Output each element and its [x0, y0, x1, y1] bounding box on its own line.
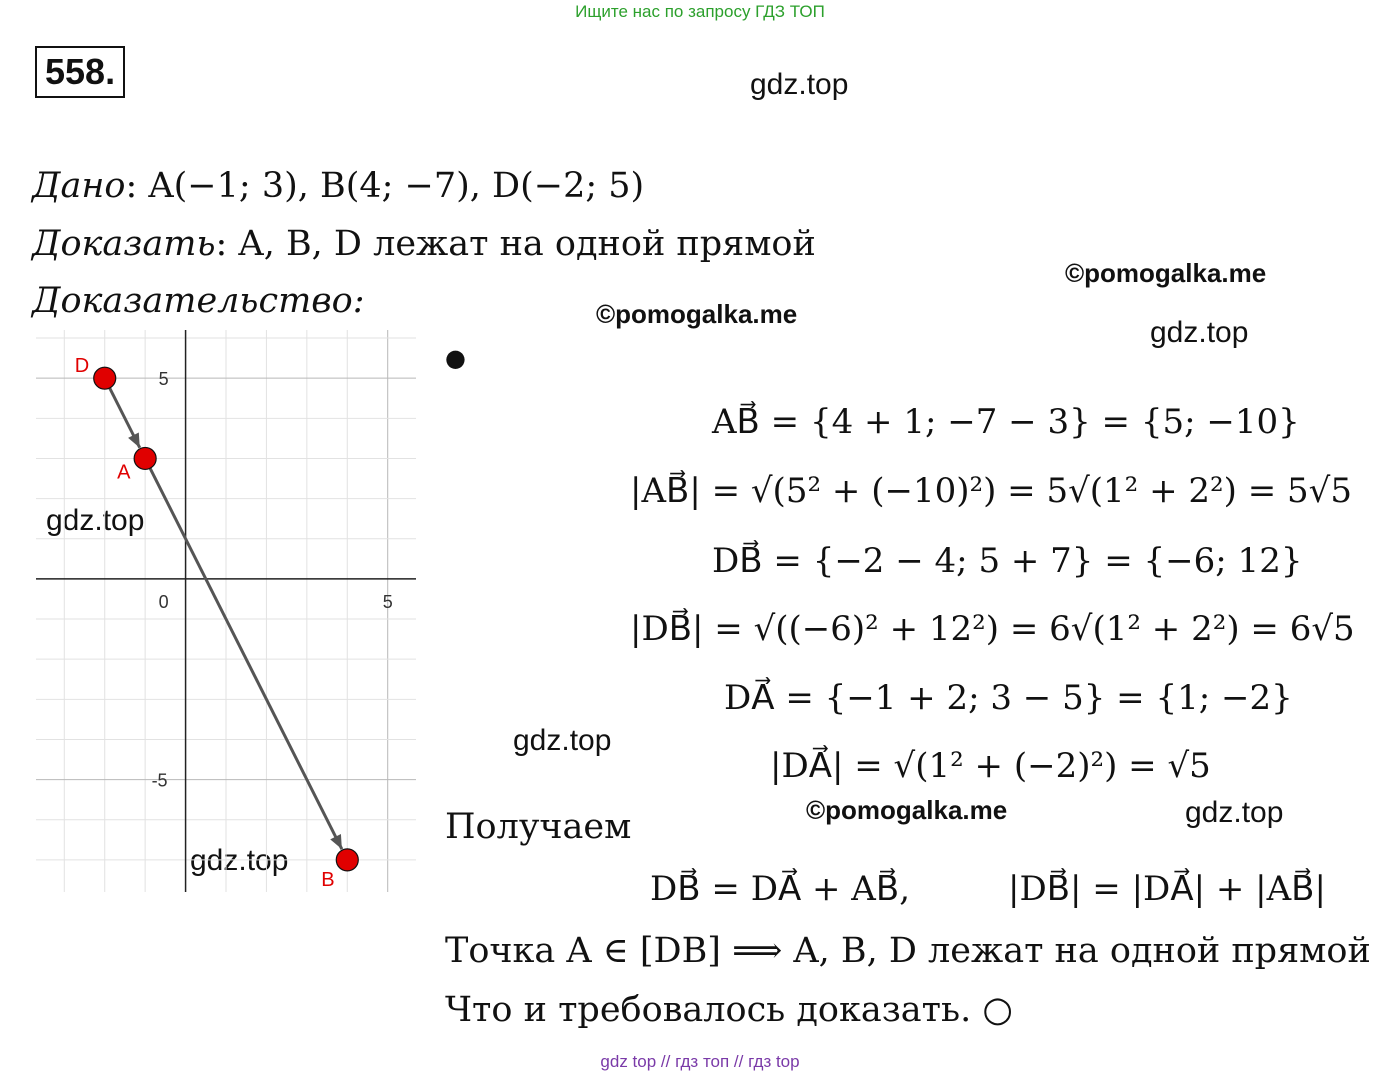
watermark-gdz: gdz.top	[1150, 316, 1249, 349]
tick-label-y-5: 5	[158, 369, 169, 390]
conclusion-line: Точка A ∈ [DB] ⟹ A, B, D лежат на одной прямой	[445, 931, 1371, 971]
graph-points	[75, 355, 359, 891]
given-line	[32, 166, 644, 206]
result-lengths: |DB⃗| = |DA⃗| + |AB⃗|	[1008, 869, 1326, 909]
point-label-b: B	[321, 868, 335, 891]
point-a	[134, 447, 156, 469]
segment-ab	[145, 458, 342, 849]
prove-line	[32, 224, 816, 264]
watermark-gdz: gdz.top	[190, 844, 289, 877]
watermark-gdz: gdz.top	[750, 68, 849, 101]
watermark-gdz: gdz.top	[513, 724, 612, 757]
watermark-pomogalka: ©pomogalka.me	[596, 299, 798, 329]
graph-grid	[36, 330, 416, 892]
equation-ab-vector: AB⃗ = {4 + 1; −7 − 3} = {5; −10}	[712, 402, 1300, 442]
graph-tick-labels	[152, 369, 393, 790]
watermark-gdz: gdz.top	[1185, 796, 1284, 829]
tick-label-x-5: 5	[382, 591, 393, 612]
point-label-a: A	[117, 461, 131, 484]
given-label: Дано	[32, 166, 126, 206]
coordinate-graph	[36, 330, 416, 892]
point-label-d: D	[74, 355, 90, 378]
result-label: Получаем	[445, 807, 632, 847]
problem-number: 558.	[35, 46, 125, 98]
given-text: : A(−1; 3), B(4; −7), D(−2; 5)	[125, 166, 645, 206]
watermark-gdz: gdz.top	[46, 504, 145, 537]
qed-line: Что и требовалось доказать. ○	[445, 990, 1013, 1030]
equation-da-length: |DA⃗| = √(1² + (−2)²) = √5	[770, 746, 1211, 786]
tick-label-origin: 0	[158, 591, 169, 612]
watermark-pomogalka: ©pomogalka.me	[806, 795, 1008, 825]
point-d	[94, 367, 116, 389]
prove-text: : A, B, D лежат на одной прямой	[215, 224, 816, 264]
equation-db-vector: DB⃗ = {−2 − 4; 5 + 7} = {−6; 12}	[712, 541, 1303, 581]
proof-label: Доказательство:	[32, 281, 365, 321]
equation-da-vector: DA⃗ = {−1 + 2; 3 − 5} = {1; −2}	[724, 678, 1293, 718]
top-banner: Ищите нас по запросу ГДЗ ТОП	[575, 2, 825, 21]
bullet-icon: ●	[445, 344, 466, 372]
equation-db-length: |DB⃗| = √((−6)² + 12²) = 6√(1² + 2²) = 6√5	[630, 609, 1355, 649]
prove-label: Доказать	[32, 224, 216, 264]
equation-ab-length: |AB⃗| = √(5² + (−10)²) = 5√(1² + 2²) = 5√5	[630, 471, 1352, 511]
result-vectors: DB⃗ = DA⃗ + AB⃗,	[650, 869, 910, 909]
point-b	[336, 849, 358, 871]
bottom-banner: gdz top // гдз топ // гдз top	[600, 1052, 800, 1071]
watermark-pomogalka: ©pomogalka.me	[1065, 258, 1267, 288]
tick-label-y-neg-5: -5	[151, 770, 168, 791]
